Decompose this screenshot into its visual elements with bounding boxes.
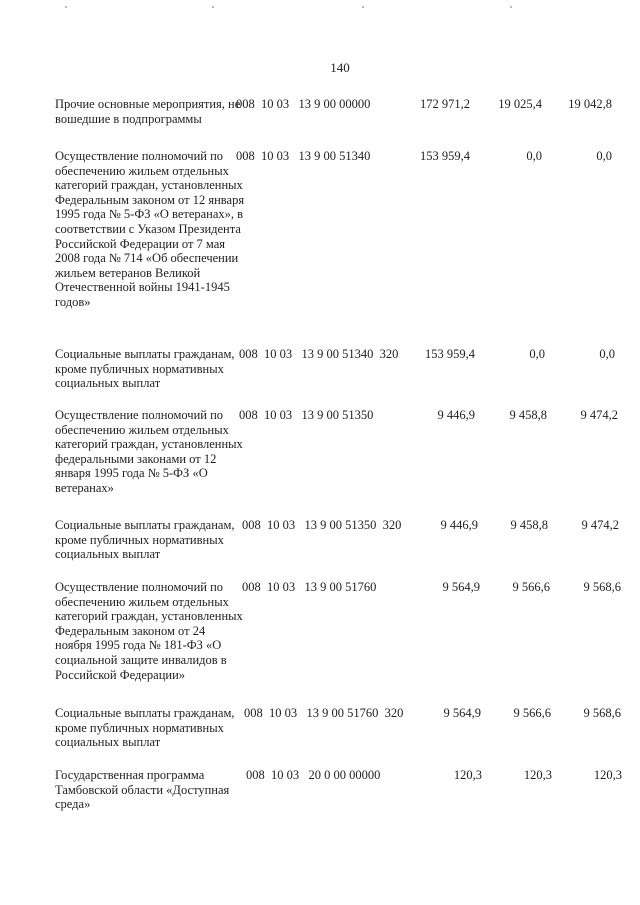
row-value-2: 9 458,8 xyxy=(509,408,547,422)
row-name: Осуществление полномочий по обеспечению жильем отдельных категорий граждан, установленных Федеральным законом от 24 ноября 1995 года № 181-ФЗ «О социальной защите инвалидов в Российской Федерации» xyxy=(55,580,243,682)
row-code: 008 10 03 13 9 00 51350 xyxy=(239,408,374,422)
row-value-1: 153 959,4 xyxy=(425,347,475,361)
row-value-1: 153 959,4 xyxy=(420,149,470,163)
row-code: 008 10 03 13 9 00 51760 xyxy=(242,580,377,594)
row-value-1: 9 446,9 xyxy=(437,408,475,422)
row-code: 008 10 03 13 9 00 51340 320 xyxy=(239,347,399,361)
row-name: Осуществление полномочий по обеспечению жильем отдельных категорий граждан, установленных Федеральным законом от 12 января 1995 года № 5-ФЗ «О ветеранах», в соответствии с Указом Президента Российской Федерации от 7 мая 2008 года № 714 «Об обеспечении жильем ветеранов Великой Отечественной войны 1941-1945 годов» xyxy=(55,149,245,309)
row-value-3: 19 042,8 xyxy=(568,97,612,111)
row-value-3: 9 568,6 xyxy=(583,706,621,720)
row-value-2: 0,0 xyxy=(529,347,545,361)
row-name: Социальные выплаты гражданам, кроме публичных нормативных социальных выплат xyxy=(55,347,235,391)
row-value-1: 9 564,9 xyxy=(443,706,481,720)
row-name: Социальные выплаты гражданам, кроме публичных нормативных социальных выплат xyxy=(55,706,235,750)
scan-dot xyxy=(362,6,364,8)
row-value-3: 9 568,6 xyxy=(583,580,621,594)
row-value-1: 172 971,2 xyxy=(420,97,470,111)
page-number: 140 xyxy=(330,60,350,75)
row-code: 008 10 03 13 9 00 00000 xyxy=(236,97,371,111)
row-value-2: 9 566,6 xyxy=(512,580,550,594)
scan-dot xyxy=(510,6,512,8)
row-value-2: 0,0 xyxy=(526,149,542,163)
row-value-3: 9 474,2 xyxy=(581,518,619,532)
row-code: 008 10 03 13 9 00 51760 320 xyxy=(244,706,404,720)
row-value-2: 9 458,8 xyxy=(510,518,548,532)
row-value-3: 0,0 xyxy=(596,149,612,163)
row-name: Государственная программа Тамбовской области «Доступная среда» xyxy=(55,768,230,812)
row-value-3: 0,0 xyxy=(599,347,615,361)
row-name: Социальные выплаты гражданам, кроме публичных нормативных социальных выплат xyxy=(55,518,235,562)
row-code: 008 10 03 20 0 00 00000 xyxy=(246,768,381,782)
row-name: Прочие основные мероприятия, не вошедшие в подпрограммы xyxy=(55,97,241,126)
row-value-1: 9 446,9 xyxy=(440,518,478,532)
row-code: 008 10 03 13 9 00 51340 xyxy=(236,149,371,163)
row-value-3: 9 474,2 xyxy=(580,408,618,422)
row-value-2: 120,3 xyxy=(523,768,552,782)
row-value-2: 19 025,4 xyxy=(498,97,542,111)
row-value-1: 120,3 xyxy=(453,768,482,782)
row-code: 008 10 03 13 9 00 51350 320 xyxy=(242,518,402,532)
row-value-2: 9 566,6 xyxy=(513,706,551,720)
row-value-1: 9 564,9 xyxy=(442,580,480,594)
row-value-3: 120,3 xyxy=(593,768,622,782)
scan-dot xyxy=(212,6,214,8)
scan-dot xyxy=(65,6,67,8)
row-name: Осуществление полномочий по обеспечению жильем отдельных категорий граждан, установленных федеральными законами от 12 января 1995 года № 5-ФЗ «О ветеранах» xyxy=(55,408,243,495)
